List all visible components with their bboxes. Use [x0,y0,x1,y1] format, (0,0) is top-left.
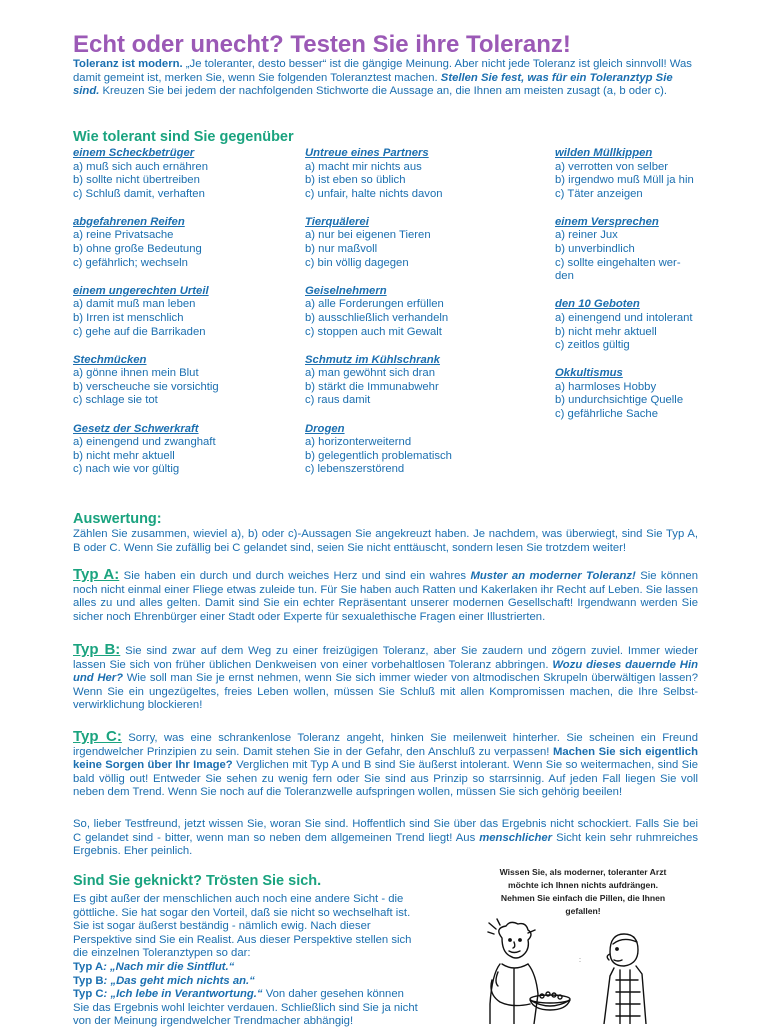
typ-c-label: Typ C: [73,728,122,745]
typ-b-text: Sie sind zwar auf dem Weg zu einer freizügigen Toleranz, aber Sie zaudern und zögern zuviel. Immer wieder lassen Sie sich von früher üblichen Denkweisen von einer vorbehaltlosen Toleranz abbringen. [73,645,698,671]
question-block [555,216,768,284]
intro-text: „Je toleranter, desto besser“ ist die gängige Meinung. Aber nicht jede Toleranz ist gleich sinnvoll! Was damit gemeint ist, merken Sie, wenn Sie folgenden Toleranztest machen. [73,58,692,84]
answer-option: a) alle Forderungen erfüllen [305,298,444,311]
question-column-3 [555,147,768,436]
question-heading: Untreue eines Partners [305,147,429,159]
answer-option: b) ausschließlich verhandeln [305,311,449,324]
typ-quote: : „Das geht mich nichts an.“ [103,974,255,987]
cartoon-caption: Wissen Sie, als moderner, toleranter Arzt möchte ich Ihnen nichts aufdrängen. Nehmen Sie einfach die Pillen, die Ihnen gefallen! [499,867,667,916]
question-heading: einem Scheckbetrüger [73,147,195,159]
typ-b-text-2: Wie soll man Sie je ernst nehmen, wenn Sie sich immer wieder von altmodischen Skrupeln überwältigen lassen? Wenn Sie ein ungezügeltes, freies Leben wollen, müssen Sie Schluß mit allen Kompromissen machen, die Ihre Selbst-verwirklichung blockieren! [73,672,698,712]
answer-option: c) stoppen auch mit Gewalt [305,325,442,338]
question-block [305,423,530,477]
auswertung-section [73,510,698,555]
doctor-patient-cartoon [480,918,670,1024]
question-heading: Geiselnehmern [305,284,387,297]
answer-option: a) damit muß man leben [73,298,196,311]
answer-option: a) man gewöhnt sich dran [305,367,435,380]
closing-paragraph [73,818,698,859]
answer-option: b) stärkt die Immunabwehr [305,380,439,393]
question-heading: einem Versprechen [555,215,659,228]
typ-c-emphasis: Machen Sie sich eigentlich keine Sorgen über Ihr Image? [73,745,698,772]
question-block [305,147,530,201]
question-heading: abgefahrenen Reifen [73,215,185,228]
typ-a-text: Sie haben ein durch und durch weiches Herz und sind ein wahres [119,570,471,582]
intro-lead: Toleranz ist modern. [73,58,183,70]
question-heading: Tierquälerei [305,215,369,228]
answer-option: c) gefährliche Sache [555,408,658,420]
answer-option: a) nur bei eigenen Tieren [305,229,431,242]
answer-option: a) reine Privatsache [73,229,174,242]
answer-option: b) undurchsichtige Quelle [555,394,684,407]
closing-text: So, lieber Testfreund, jetzt wissen Sie, woran Sie sind. Hoffentlich sind Sie über das Ergebnis nicht schockiert. Falls Sie bei C gelandet sind - bitter, wenn man so neben dem allgemeinen Trend liegt! Aus [73,818,698,844]
typ-c-text-2: Verglichen mit Typ A und B sind Sie äußerst intolerant. Wenn Sie so weitermachen, sind Sie bald völlig out! Entweder Sie sehen zu wenig fern oder Sie sind aus Prinzip so starrsinnig. Auf jeden Fall liegen Sie voll neben dem Trend. Wenn Sie noch auf die Toleranzwelle aufspringen wollen, müssen Sie sich gehörig beeilen! [73,759,699,799]
trost-heading: Sind Sie geknickt? Trösten Sie sich. [73,873,322,889]
question-block [305,216,530,270]
intro-text-2: Kreuzen Sie bei jedem der nachfolgenden Stichworte die Aussage an, die Ihnen am meisten zusagt (a, b oder c). [99,85,668,98]
question-heading: Drogen [305,422,345,435]
typ-label: Typ B [73,974,104,987]
typ-a-paragraph [73,568,698,624]
trost-tail: Von daher gesehen können Sie das Ergebnis wohl leichter verdauen. Schließlich sind Sie ja nicht von der Meinung irgendwelcher Trendmacher abhängig! [73,988,418,1028]
answer-option: b) Irren ist menschlich [73,311,184,324]
answer-option: a) verrotten von selber [555,160,669,173]
question-block [305,285,530,339]
typ-b-label: Typ B: [73,641,121,658]
question-block [73,285,298,339]
answer-option: c) schlage sie tot [73,394,158,407]
answer-option: c) gefährlich; wechseln [73,256,188,269]
question-column-2 [305,147,530,491]
question-column-1 [73,147,298,491]
question-heading: einem ungerechten Urteil [73,284,209,297]
answer-option: b) ohne große Bedeutung [73,243,202,256]
answer-option: c) nach wie vor gültig [73,463,180,476]
typ-a-emphasis: Muster an moderner Toleranz! [470,570,636,582]
auswertung-heading: Auswertung: [73,511,162,527]
question-heading: Okkultismus [555,367,623,380]
typ-quote: : „Ich lebe in Verantwortung.“ [103,988,263,1001]
answer-option: c) sollte eingehalten wer- [555,256,681,269]
answer-option: b) unverbindlich [555,243,635,256]
answer-option: a) einengend und zwanghaft [73,436,216,449]
answer-option: c) gehe auf die Barrikaden [73,325,206,338]
answer-option: a) macht mir nichts aus [305,160,422,173]
answer-option: b) verscheuche sie vorsichtig [73,380,219,393]
typ-c-text: Sorry, was eine schrankenlose Toleranz angeht, hinken Sie meilenweit hinterher. Sie scheinen ein Freund irgendwelcher Prinzipien zu sein. Damit stehen Sie in der Gefahr, den Anschluß zu verpassen! [73,732,698,758]
answer-option: den [555,270,574,283]
section-heading: Wie tolerant sind Sie gegenüber [73,129,294,145]
answer-option: a) gönne ihnen mein Blut [73,367,199,380]
answer-option: b) ist eben so üblich [305,174,406,187]
typ-c-paragraph [73,730,698,800]
trost-line [73,988,418,1029]
question-block [555,367,768,421]
answer-option: a) horizonterweiternd [305,436,412,449]
question-heading: Gesetz der Schwerkraft [73,422,199,435]
typ-a-text-2: Sie können noch nicht einmal einer Fliege etwas zuleide tun. Für Sie haben auch Ratten und Kakerlaken ihr Recht auf Leben. Sie lassen alles zu und alles gelten. Damit sind Sie ein echter Repräsentant unserer modernen Gesellschaft! Irgendwann werden Sie sicher noch Ehrenbürger einer Stadt oder Experte für sexualethische Fragen einer Illustrierten. [73,570,698,623]
auswertung-text: Zählen Sie zusammen, wieviel a), b) oder c)-Aussagen Sie angekreuzt haben. Je nachdem, was überwiegt, sind Sie Typ A, B oder C. Wenn Sie zufällig bei C gelandet sind, seien Sie nicht enttäuscht, sondern lesen Sie trotzdem weiter! [73,528,698,554]
typ-label: Typ A [73,960,104,973]
answer-option: c) lebenszerstörend [305,463,405,476]
answer-option: b) sollte nicht übertreiben [73,174,200,187]
patient-body [604,966,646,1024]
answer-option: c) bin völlig dagegen [305,256,409,269]
trost-text: Es gibt außer der menschlichen auch noch eine andere Sicht - die göttliche. Sie hat sogar den Vorteil, daß sie nicht so wechselhaft ist. Sie ist sogar äußerst beständig - nämlich ewig. Nach dieser Perspektive sind Sie ein Realist. Aus dieser Perspektive stellen sich die einzelnen Toleranztypen so dar: [73,893,412,960]
trost-line [73,961,418,975]
trost-line [73,975,418,989]
answer-option: a) harmloses Hobby [555,380,657,393]
closing-emphasis: menschlicher [479,831,553,844]
typ-b-paragraph [73,643,698,713]
page-title: Echt oder unecht? Testen Sie ihre Toleranz! [73,31,571,58]
question-block [555,298,768,352]
answer-option: b) irgendwo muß Müll ja hin [555,174,694,187]
intro-instruction: Stellen Sie fest, was für ein Toleranztyp Sie sind. [73,71,673,98]
answer-option: c) Schluß damit, verhaften [73,187,205,200]
answer-option: c) raus damit [305,394,371,407]
typ-a-label: Typ A: [73,566,120,583]
answer-option: c) unfair, halte nichts davon [305,187,443,200]
question-heading: Schmutz im Kühlschrank [305,353,440,366]
question-block [555,147,768,201]
closing-text-2: Sicht kein sehr ruhmreiches Ergebnis. Eher peinlich. [73,831,698,858]
question-block [305,354,530,408]
question-heading: den 10 Geboten [555,298,640,311]
answer-option: a) muß sich auch ernähren [73,160,208,173]
question-heading: Stechmücken [73,353,147,366]
answer-option: a) einengend und intolerant [555,311,693,324]
answer-option: a) reiner Jux [555,229,618,242]
answer-option: c) zeitlos gültig [555,339,630,352]
answer-option: c) Täter anzeigen [555,187,643,200]
typ-b-emphasis: Wozu dieses dauernde Hin und Her? [73,658,699,685]
trost-section [73,872,418,1029]
question-block [73,423,298,477]
question-heading: wilden Müllkippen [555,147,653,159]
typ-quote: : „Nach mir die Sintflut.“ [103,960,235,973]
typ-label: Typ C [73,988,104,1001]
question-block [73,354,298,408]
answer-option: b) gelegentlich problematisch [305,449,452,462]
answer-option: b) nur maßvoll [305,243,378,256]
intro-paragraph [73,58,698,99]
question-block [73,216,298,270]
answer-option: b) nicht mehr aktuell [555,325,657,338]
question-block [73,147,298,201]
answer-option: b) nicht mehr aktuell [73,449,175,462]
